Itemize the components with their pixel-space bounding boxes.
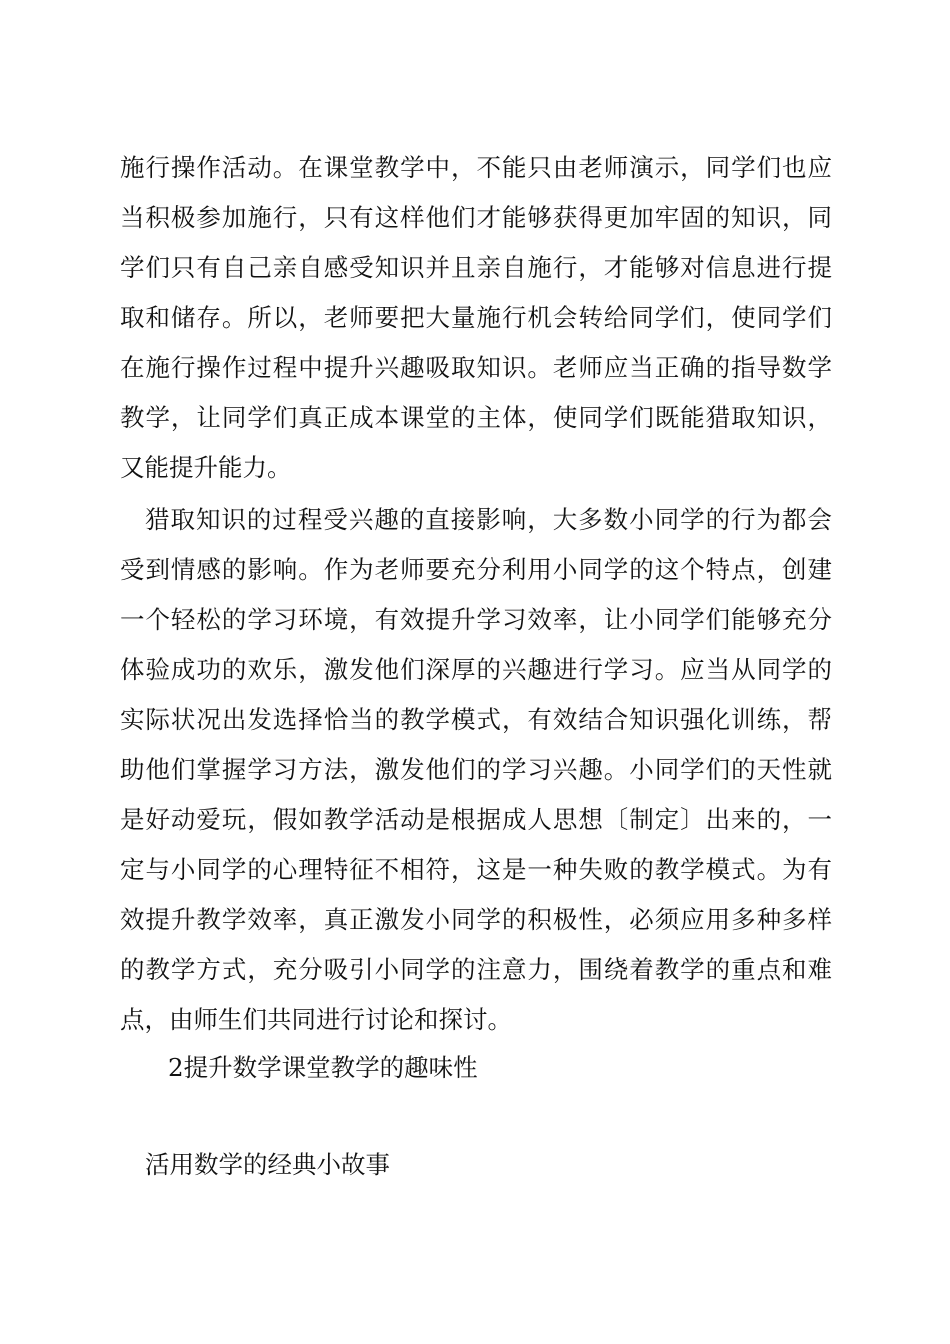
paragraph2-line-7: 是好动爱玩，假如教学活动是根据成人思想〔制定〕出来的，一: [120, 805, 832, 834]
paragraph1-line-1: 施行操作活动。在课堂教学中，不能只由老师演示，同学们也应: [120, 153, 832, 182]
paragraph1-line-6: 教学，让同学们真正成本课堂的主体，使同学们既能猎取知识，: [120, 403, 832, 432]
paragraph1-line-7: 又能提升能力。: [120, 453, 292, 482]
subheading: 活用数学的经典小故事: [145, 1150, 390, 1179]
paragraph2-line-1: 猎取知识的过程受兴趣的直接影响，大多数小同学的行为都会: [145, 505, 832, 534]
paragraph1-line-3: 学们只有自己亲自感受知识并且亲自施行，才能够对信息进行提: [120, 253, 832, 282]
paragraph2-line-10: 的教学方式，充分吸引小同学的注意力，围绕着教学的重点和难: [120, 955, 832, 984]
paragraph1-line-5: 在施行操作过程中提升兴趣吸取知识。老师应当正确的指导数学: [120, 353, 832, 382]
paragraph2-line-3: 一个轻松的学习环境，有效提升学习效率，让小同学们能够充分: [120, 605, 832, 634]
paragraph2-line-5: 实际状况出发选择恰当的教学模式，有效结合知识强化训练，帮: [120, 705, 832, 734]
paragraph2-line-11: 点，由师生们共同进行讨论和探讨。: [120, 1005, 512, 1034]
paragraph1-line-2: 当积极参加施行，只有这样他们才能够获得更加牢固的知识，同: [120, 203, 832, 232]
paragraph2-line-2: 受到情感的影响。作为老师要充分利用小同学的这个特点，创建: [120, 555, 832, 584]
paragraph2-line-8: 定与小同学的心理特征不相符，这是一种失败的教学模式。为有: [120, 855, 832, 884]
paragraph2-line-6: 助他们掌握学习方法，激发他们的学习兴趣。小同学们的天性就: [120, 755, 832, 784]
paragraph1-line-4: 取和储存。所以，老师要把大量施行机会转给同学们，使同学们: [120, 303, 832, 332]
paragraph2-line-9: 效提升教学效率，真正激发小同学的积极性，必须应用多种多样: [120, 905, 832, 934]
section-heading: 2提升数学课堂教学的趣味性: [168, 1053, 478, 1082]
paragraph2-line-4: 体验成功的欢乐，激发他们深厚的兴趣进行学习。应当从同学的: [120, 655, 832, 684]
